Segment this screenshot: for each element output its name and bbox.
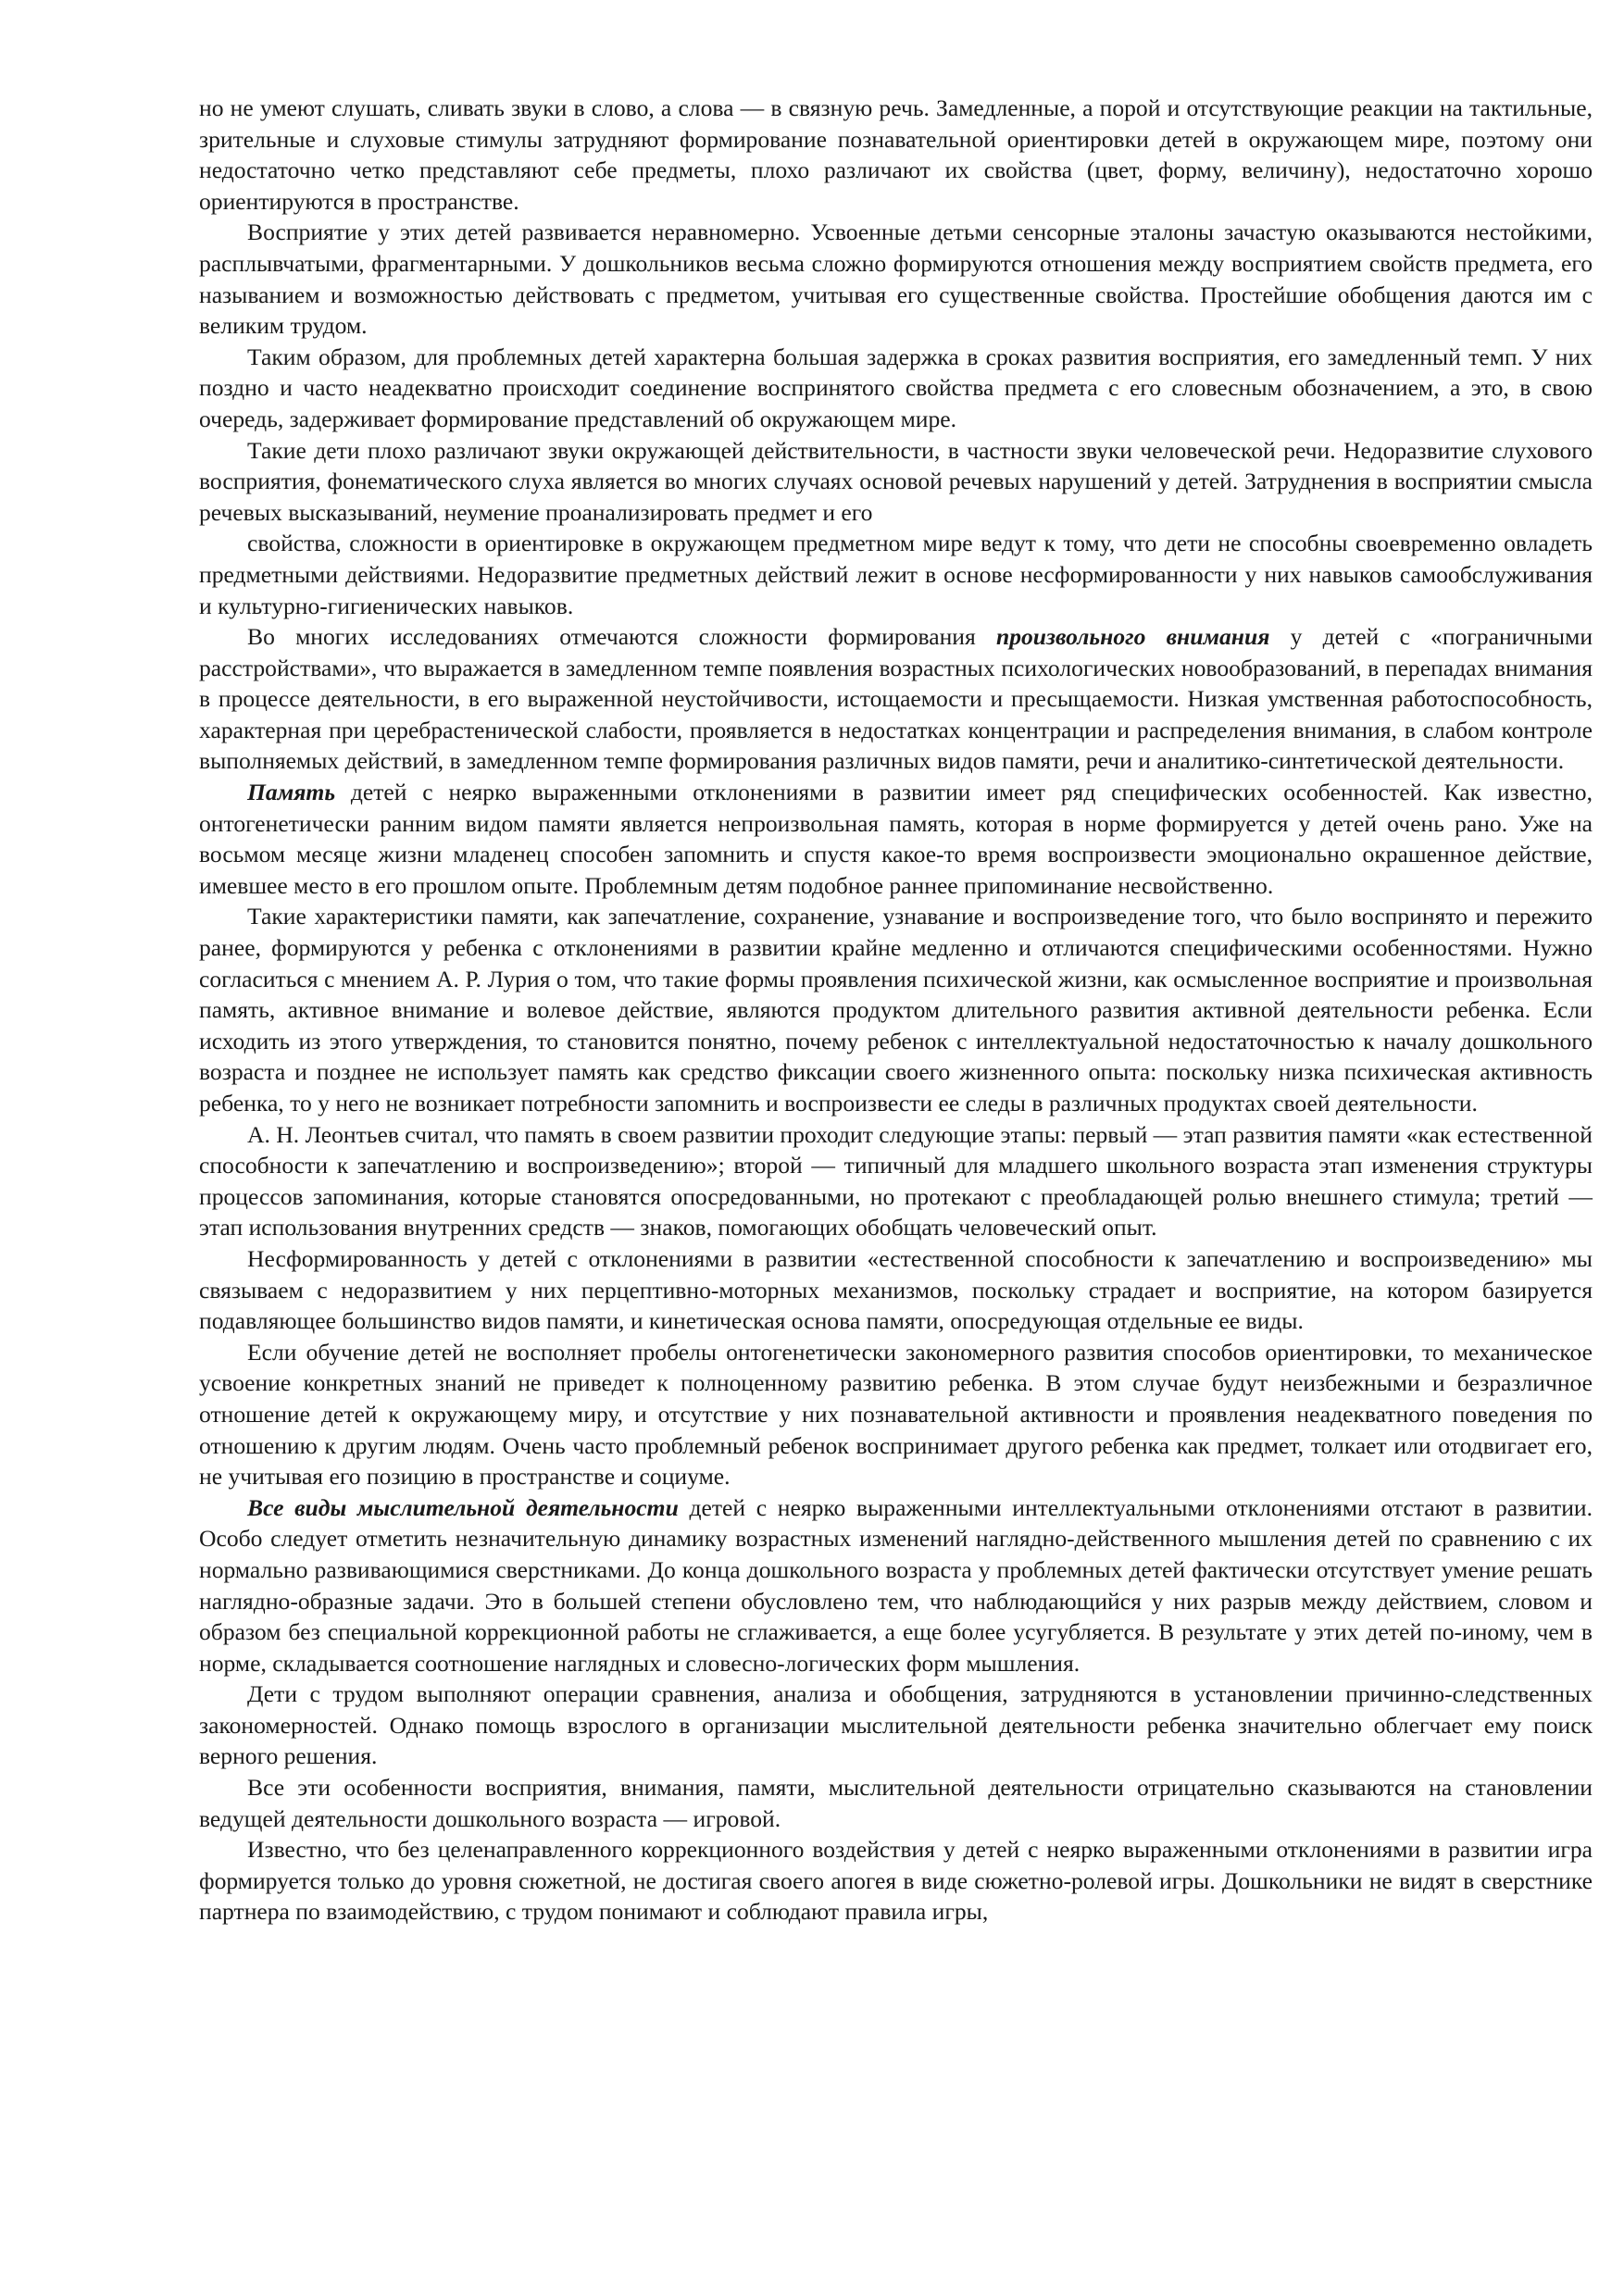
paragraph — [199, 1337, 1593, 1492]
paragraph — [199, 528, 1593, 621]
paragraph — [199, 435, 1593, 529]
paragraph-text: Восприятие у этих детей развивается неравномерно. Усвоенные детьми сенсорные эталоны зачастую оказываются нестойкими, расплывчатыми, фрагментарными. У дошкольников весьма сложно формируются отношения между восприятием свойств предмета, его называнием и возможностью действовать с предметом, учитывая его существенные свойства. Простейшие обобщения даются им с великим трудом. — [199, 218, 1593, 340]
paragraph-text: Такие дети плохо различают звуки окружающей действительности, в частности звуки человеческой речи. Недоразвитие слухового восприятия, фонематического слуха является во многих случаях основой речевых нарушений у детей. Затруднения в восприятии смысла речевых высказываний, неумение проанализировать предмет и его — [199, 436, 1593, 526]
paragraph-text: но не умеют слушать, сливать звуки в слово, а слова — в связную речь. Замедленные, а порой и отсутствующие реакции на тактильные, зрительные и слуховые стимулы затрудняют формирование познавательной ориентировки детей в окружающем мире, поэтому они недостаточно четко представляют себе предметы, плохо различают их свойства (цвет, форму, величину), недостаточно хорошо ориентируются в пространстве. — [199, 94, 1593, 215]
body-text — [199, 93, 1593, 1928]
paragraph — [199, 1834, 1593, 1928]
paragraph-text: у детей с «пограничными расстройствами», что выражается в замедленном темпе появления возрастных психологических новообразований, в перепадах внимания в процессе деятельности, в его выраженной неустойчивости, истощаемости и пресыщаемости. Низкая умственная работоспособность, характерная при церебрастенической слабости, проявляется в недостатках концентрации и распределения внимания, в слабом контроле выполняемых действий, в замедленном темпе формирования различных видов памяти, речи и аналитико-синтетической деятельности. — [199, 623, 1593, 775]
paragraph — [199, 777, 1593, 901]
paragraph-text: А. Н. Леонтьев считал, что память в своем развитии проходит следующие этапы: первый — этап развития памяти «как естественной способности к запечатлению и воспроизведению»; второй — типичный для младшего школьного возраста этап изменения структуры процессов запоминания, которые становятся опосредованными, но протекают с преобладающей ролью внешнего стимула; третий — этап использования внутренних средств — знаков, помогающих обобщать человеческий опыт. — [199, 1120, 1593, 1242]
paragraph-text: Все эти особенности восприятия, внимания, памяти, мыслительной деятельности отрицательно сказываются на становлении ведущей деятельности дошкольного возраста — игровой. — [199, 1774, 1593, 1832]
paragraph-text: Во многих исследованиях отмечаются сложности формирования — [247, 623, 996, 651]
paragraph — [199, 342, 1593, 435]
emphasized-term: произвольного внимания — [995, 623, 1270, 651]
paragraph-text: Таким образом, для проблемных детей характерна большая задержка в сроках развития восприятия, его замедленный темп. У них поздно и часто неадекватно происходит соединение воспринятого свойства предмета с его словесным обозначением, а это, в свою очередь, задерживает формирование представлений об окружающем мире. — [199, 343, 1593, 432]
paragraph — [199, 217, 1593, 341]
paragraph-text: Несформированность у детей с отклонениями в развитии «естественной способности к запечатлению и воспроизведению» мы связываем с недоразвитием у них перцептивно-моторных механизмов, поскольку страдает и восприятие, на котором базируется подавляющее большинство видов памяти, и кинетическая основа памяти, опосредующая отдельные ее виды. — [199, 1244, 1593, 1335]
paragraph — [199, 1492, 1593, 1679]
paragraph-text: Известно, что без целенаправленного коррекционного воздействия у детей с неярко выраженными отклонениями в развитии игра формируется только до уровня сюжетной, не достигая своего апогея в виде сюжетно-ролевой игры. Дошкольники не видят в сверстнике партнера по взаимодействию, с трудом понимают и соблюдают правила игры, — [199, 1836, 1593, 1926]
paragraph — [199, 93, 1593, 217]
paragraph-text: Такие характеристики памяти, как запечатление, сохранение, узнавание и воспроизведение того, что было воспринято и пережито ранее, формируются у ребенка с отклонениями в развитии крайне медленно и отличаются специфическими особенностями. Нужно согласиться с мнением А. Р. Лурия о том, что такие формы проявления психической жизни, как осмысленное восприятие и произвольная память, активное внимание и волевое действие, являются продуктом длительного развития активной деятельности ребенка. Если исходить из этого утверждения, то становится понятно, почему ребенок с интеллектуальной недостаточностью к началу дошкольного возраста и позднее не использует память как средство фиксации своего жизненного опыта: поскольку низка психическая активность ребенка, то у него не возникает потребности запомнить и воспроизвести ее следы в различных продуктах своей деятельности. — [199, 903, 1593, 1117]
emphasized-term: Память — [247, 779, 336, 806]
paragraph-text: Дети с трудом выполняют операции сравнения, анализа и обобщения, затрудняются в установлении причинно-следственных закономерностей. Однако помощь взрослого в организации мыслительной деятельности ребенка значительно облегчает ему поиск верного решения. — [199, 1680, 1593, 1770]
paragraph-text: Если обучение детей не восполняет пробелы онтогенетически закономерного развития способов ориентировки, то механическое усвоение конкретных знаний не приведет к полноценному развитию ребенка. В этом случае будут неизбежными и безразличное отношение детей к окружающему миру, и отсутствие у них познавательной активности и проявления неадекватного поведения по отношению к другим людям. Очень часто проблемный ребенок воспринимает другого ребенка как предмет, толкает или отодвигает его, не учитывая его позицию в пространстве и социуме. — [199, 1338, 1593, 1491]
paragraph — [199, 1772, 1593, 1834]
paragraph-text: детей с неярко выраженными отклонениями в развитии имеет ряд специфических особенностей. Как известно, онтогенетически ранним видом памяти является непроизвольная память, которая в норме формируется у детей очень рано. Уже на восьмом месяце жизни младенец способен запомнить и спустя какое-то время воспроизвести эмоционально окрашенное действие, имевшее место в его прошлом опыте. Проблемным детям подобное раннее припоминание несвойственно. — [199, 779, 1593, 899]
paragraph — [199, 1243, 1593, 1337]
paragraph — [199, 621, 1593, 777]
paragraph — [199, 1119, 1593, 1243]
emphasized-term: Все виды мыслительной деятельности — [247, 1493, 679, 1521]
paragraph-text: детей с неярко выраженными интеллектуальными отклонениями отстают в развитии. Особо следует отметить незначительную динамику возрастных изменений наглядно-действенного мышления детей по сравнению с их нормально развивающимися сверстниками. До конца дошкольного возраста у проблемных детей фактически отсутствует умение решать наглядно-образные задачи. Это в большей степени обусловлено тем, что наблюдающийся у них разрыв между действием, словом и образом без специальной коррекционной работы не сглаживается, а еще более усугубляется. В результате у этих детей по-иному, чем в норме, складывается соотношение наглядных и словесно-логических форм мышления. — [199, 1493, 1593, 1677]
paragraph-text: свойства, сложности в ориентировке в окружающем предметном мире ведут к тому, что дети не способны своевременно овладеть предметными действиями. Недоразвитие предметных действий лежит в основе несформированности у них навыков самообслуживания и культурно-гигиенических навыков. — [199, 530, 1593, 619]
paragraph — [199, 901, 1593, 1118]
paragraph — [199, 1678, 1593, 1772]
